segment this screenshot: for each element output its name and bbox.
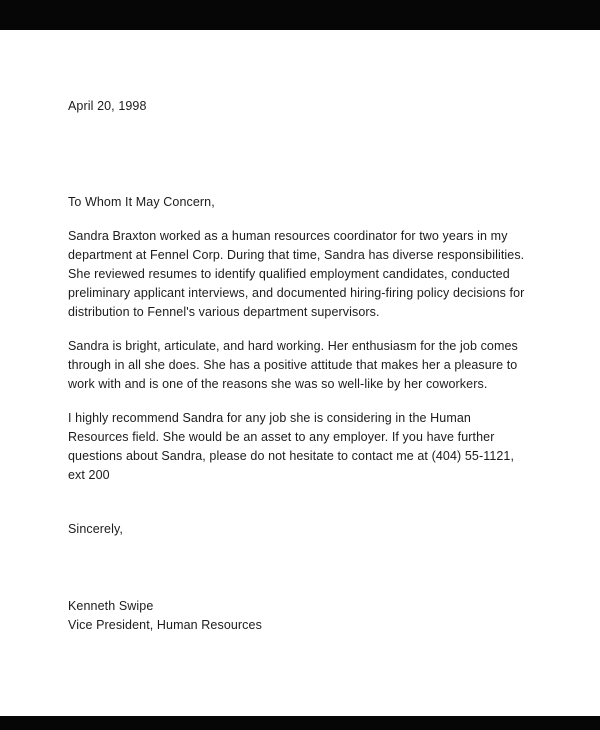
letter-paragraph-2: Sandra is bright, articulate, and hard working. Her enthusiasm for the job comes through in all she does. She has a positive attitude that makes her a pleasure to work with and is one of the reasons she was so well-like by her coworkers. (68, 339, 518, 391)
top-border-bar (0, 0, 600, 30)
letter-salutation: To Whom It May Concern, (68, 195, 215, 209)
letter-date: April 20, 1998 (68, 99, 147, 113)
letter-closing: Sincerely, (68, 522, 123, 536)
signature-name: Kenneth Swipe (68, 599, 154, 613)
letter-content (68, 30, 534, 635)
signature-block (68, 597, 534, 635)
signature-title: Vice President, Human Resources (68, 618, 262, 632)
letter-paragraph-3: I highly recommend Sandra for any job she is considering in the Human Resources field. She would be an asset to any employer. If you have further questions about Sandra, please do not hesitate to contact me at (404) 55-1121, ext 200 (68, 411, 515, 482)
bottom-border-bar (0, 716, 600, 730)
letter-paragraph-1: Sandra Braxton worked as a human resources coordinator for two years in my department at Fennel Corp. During that time, Sandra has diverse responsibilities. She reviewed resumes to identify qualified employment candidates, conducted preliminary applicant interviews, and documented hiring-firing policy decisions for distribution to Fennel's various department supervisors. (68, 229, 525, 319)
